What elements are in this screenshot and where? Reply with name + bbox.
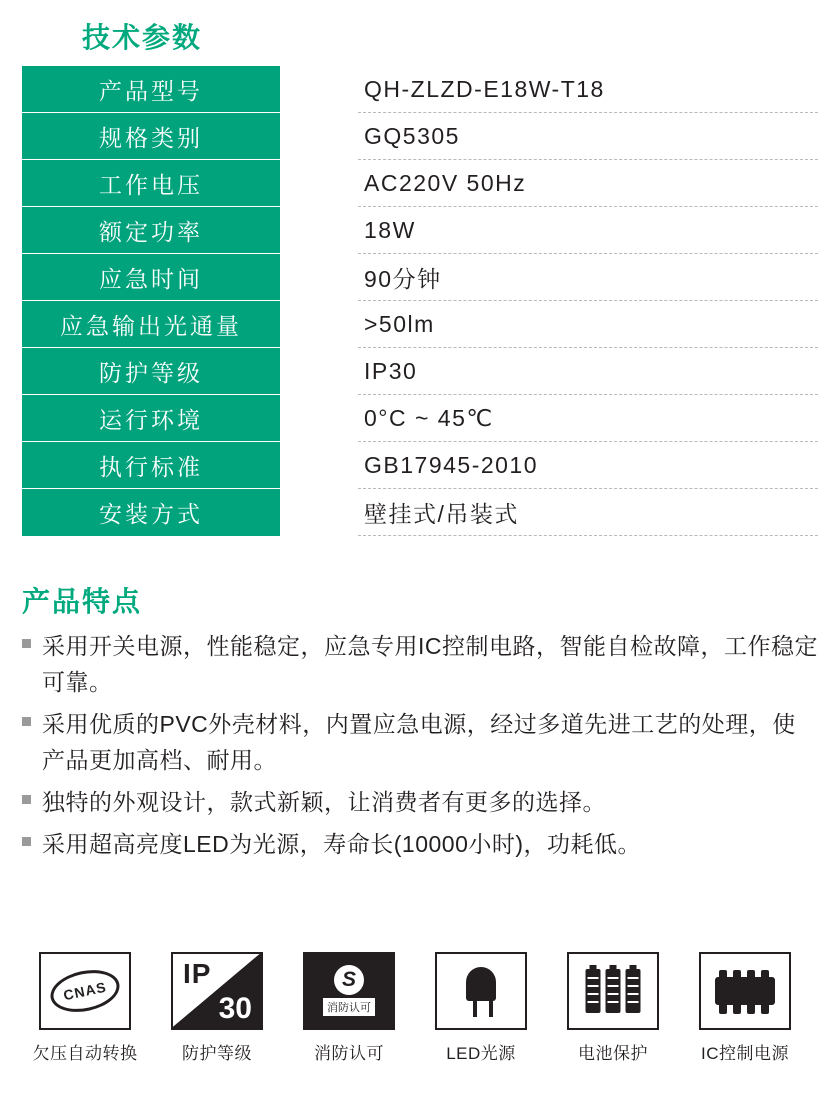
spec-gap — [280, 207, 358, 254]
battery-cell — [586, 969, 601, 1013]
spec-gap — [280, 66, 358, 113]
spec-label: 规格类别 — [22, 113, 280, 160]
ic-pin — [719, 970, 727, 981]
ic-pin — [761, 1003, 769, 1014]
ic-pin — [747, 970, 755, 981]
spec-value: GQ5305 — [358, 113, 818, 160]
list-item — [22, 784, 818, 820]
ic-pin — [747, 1003, 755, 1014]
spec-label: 工作电压 — [22, 160, 280, 207]
spec-value: >50lm — [358, 301, 818, 348]
table-row — [22, 489, 818, 536]
spec-gap — [280, 489, 358, 536]
spec-value: AC220V 50Hz — [358, 160, 818, 207]
icon-cell-voltage-switch — [30, 952, 140, 1064]
spec-label: 运行环境 — [22, 395, 280, 442]
icon-caption: 消防认可 — [314, 1044, 384, 1063]
battery-protection-icon — [567, 952, 659, 1030]
list-item — [22, 826, 818, 862]
spec-value: 壁挂式/吊装式 — [358, 489, 818, 536]
icon-cell-ip-rating — [162, 952, 272, 1064]
ic-pin — [761, 970, 769, 981]
icon-caption: 防护等级 — [182, 1044, 252, 1063]
led-lamp-icon — [435, 952, 527, 1030]
table-row — [22, 301, 818, 348]
table-row — [22, 395, 818, 442]
spec-label: 应急时间 — [22, 254, 280, 301]
spec-value: 90分钟 — [358, 254, 818, 301]
cnas-oval-icon — [39, 952, 131, 1030]
fire-s-badge: S — [334, 965, 364, 995]
ip-rating-icon — [171, 952, 263, 1030]
icon-caption: IC控制电源 — [701, 1044, 789, 1063]
bullet-square-icon — [22, 717, 31, 726]
spec-label: 额定功率 — [22, 207, 280, 254]
icon-caption: 欠压自动转换 — [32, 1044, 138, 1063]
spec-table — [22, 66, 818, 536]
table-row — [22, 160, 818, 207]
battery-cell — [606, 969, 621, 1013]
battery-cell — [626, 969, 641, 1013]
battery-group — [586, 969, 641, 1013]
spec-gap — [280, 442, 358, 489]
spec-section-title: 技术参数 — [82, 22, 203, 53]
table-row — [22, 207, 818, 254]
spec-label: 防护等级 — [22, 348, 280, 395]
table-row — [22, 113, 818, 160]
spec-label: 执行标准 — [22, 442, 280, 489]
icon-cell-ic-control — [690, 952, 800, 1064]
spec-gap — [280, 254, 358, 301]
icon-caption: LED光源 — [446, 1044, 516, 1063]
table-row — [22, 348, 818, 395]
spec-value: GB17945-2010 — [358, 442, 818, 489]
ic-chip-body — [715, 977, 775, 1005]
icon-cell-battery-protection — [558, 952, 668, 1064]
spec-gap — [280, 395, 358, 442]
fire-label-text: 消防认可 — [323, 998, 375, 1016]
feature-text: 采用超高亮度LED为光源，寿命长(10000小时)，功耗低。 — [42, 831, 642, 857]
icon-cell-fire-approval — [294, 952, 404, 1064]
features-section-title: 产品特点 — [22, 586, 143, 617]
spec-label: 安装方式 — [22, 489, 280, 536]
certification-icon-strip — [30, 952, 820, 1064]
features-list — [22, 628, 818, 868]
fire-approval-icon — [303, 952, 395, 1030]
spec-gap — [280, 301, 358, 348]
ic-pin — [733, 970, 741, 981]
spec-value: 0°C ~ 45℃ — [358, 395, 818, 442]
ic-pin — [719, 1003, 727, 1014]
list-item — [22, 706, 818, 778]
feature-text: 采用优质的PVC外壳材料，内置应急电源，经过多道先进工艺的处理，使产品更加高档、耐用。 — [42, 711, 796, 773]
ip-prefix-text: IP — [183, 958, 212, 989]
cnas-badge-text: CNAS — [47, 964, 124, 1018]
spec-value: IP30 — [358, 348, 818, 395]
table-row — [22, 254, 818, 301]
spec-gap — [280, 160, 358, 207]
ic-pin — [733, 1003, 741, 1014]
bullet-square-icon — [22, 837, 31, 846]
icon-cell-led-source — [426, 952, 536, 1064]
spec-label: 产品型号 — [22, 66, 280, 113]
table-row — [22, 66, 818, 113]
icon-caption: 电池保护 — [578, 1044, 648, 1063]
list-item — [22, 628, 818, 700]
led-leg-right — [489, 1001, 493, 1017]
ip-number-text: 30 — [218, 992, 252, 1025]
ic-chip-icon — [699, 952, 791, 1030]
feature-text: 独特的外观设计，款式新颖，让消费者有更多的选择。 — [42, 789, 606, 815]
feature-text: 采用开关电源，性能稳定，应急专用IC控制电路，智能自检故障，工作稳定可靠。 — [42, 633, 818, 695]
led-leg-left — [473, 1001, 477, 1017]
spec-gap — [280, 348, 358, 395]
bullet-square-icon — [22, 795, 31, 804]
spec-gap — [280, 113, 358, 160]
led-bulb-shape — [466, 967, 496, 1001]
bullet-square-icon — [22, 639, 31, 648]
spec-value: 18W — [358, 207, 818, 254]
spec-label: 应急输出光通量 — [22, 301, 280, 348]
table-row — [22, 442, 818, 489]
spec-value: QH-ZLZD-E18W-T18 — [358, 66, 818, 113]
